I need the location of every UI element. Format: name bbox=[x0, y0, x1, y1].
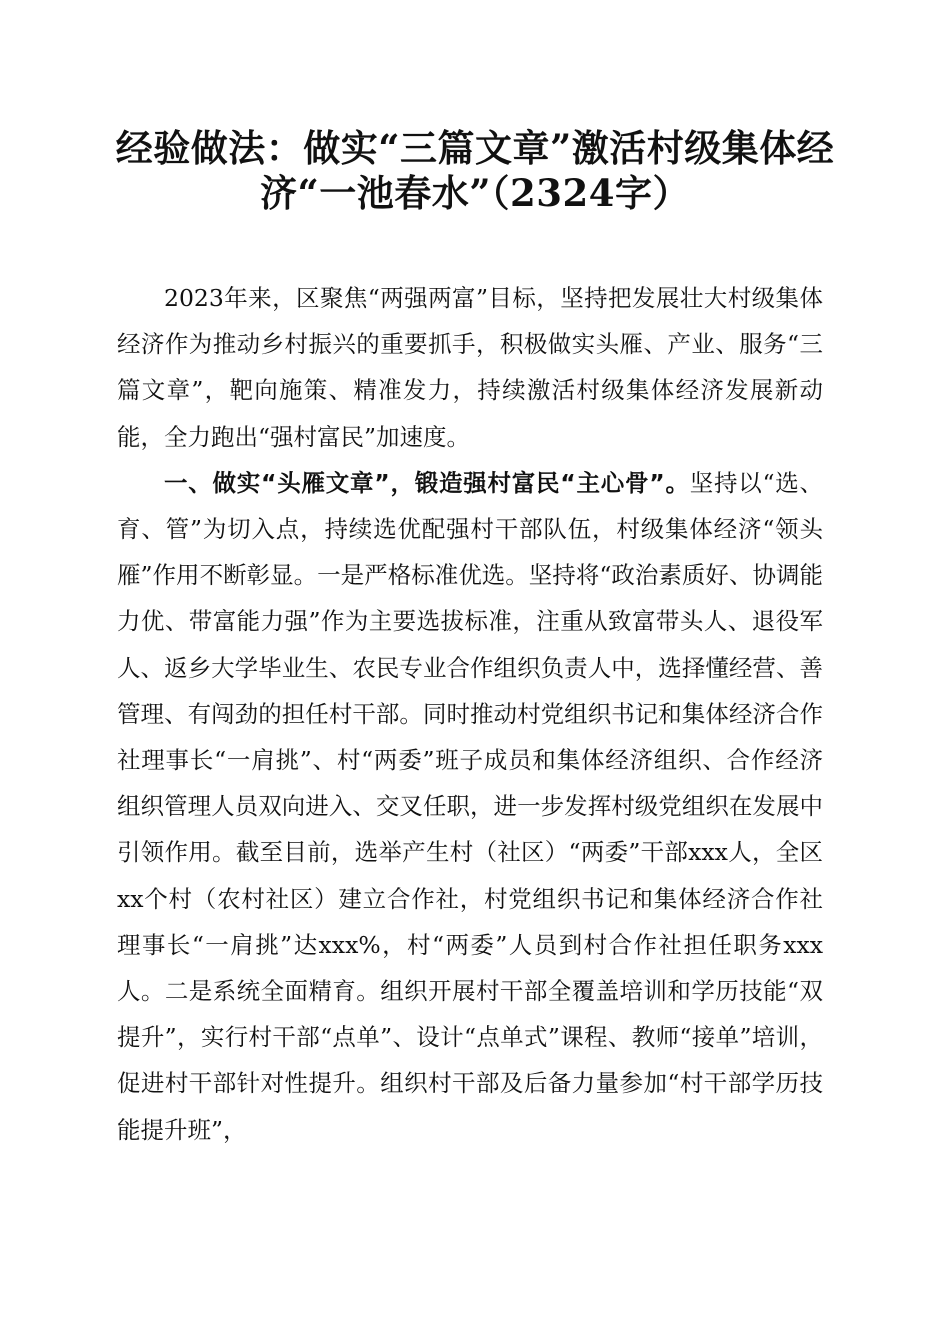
section-1-heading: 一、做实“头雁文章”，锻造强村富民“主心骨”。 bbox=[164, 468, 690, 497]
section-1-paragraph bbox=[117, 460, 823, 1153]
title-line-1: 经验做法：做实“三篇文章”激活村级集体经 bbox=[115, 126, 835, 170]
document-body bbox=[117, 275, 823, 1153]
title-line-2: 济“一池春水”（2324字） bbox=[259, 171, 691, 215]
section-1-text: 坚持以“选、育、管”为切入点，持续选优配强村干部队伍，村级集体经济“领头雁”作用不断彰显。一是严格标准优选。坚持将“政治素质好、协调能力优、带富能力强”作为主要选拔标准，注重从致富带头人、退役军人、返乡大学毕业生、农民专业合作组织负责人中，选择懂经营、善管理、有闯劲的担任村干部。同时推动村党组织书记和集体经济合作社理事长“一肩挑”、村“两委”班子成员和集体经济组织、合作经济组织管理人员双向进入、交叉任职，进一步发挥村级党组织在发展中引领作用。截至目前，选举产生村（社区）“两委”干部xxx人，全区xx个村（农村社区）建立合作社，村党组织书记和集体经济合作社理事长“一肩挑”达xxx%，村“两委”人员到村合作社担任职务xxx人。二是系统全面精育。组织开展村干部全覆盖培训和学历技能“双提升”，实行村干部“点单”、设计“点单式”课程、教师“接单”培训，促进村干部针对性提升。组织村干部及后备力量参加“村干部学历技能提升班”， bbox=[117, 468, 824, 1144]
document-title bbox=[100, 126, 850, 216]
intro-paragraph: 2023年来，区聚焦“两强两富”目标，坚持把发展壮大村级集体经济作为推动乡村振兴的重要抓手，积极做实头雁、产业、服务“三篇文章”，靶向施策、精准发力，持续激活村级集体经济发展新动能，全力跑出“强村富民”加速度。 bbox=[117, 284, 823, 451]
